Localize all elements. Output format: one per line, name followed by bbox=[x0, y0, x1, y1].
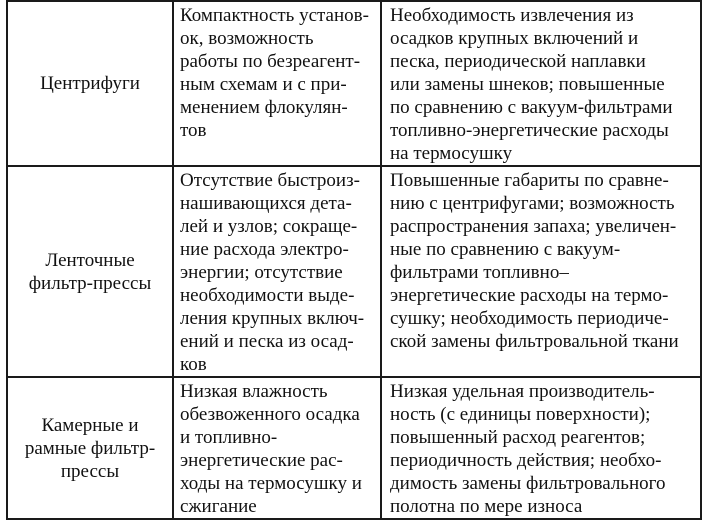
advantages-cell bbox=[173, 166, 381, 377]
disadvantages-text: Повышенные габариты по сравне- нию с центрифугами; возможность распространения запаха; увеличен- ные по сравнению с вакуум- фильтрами топливно– энергетические расходы на термо- сушку; необходимость периодиче- ской замены фильтровальной ткани bbox=[390, 170, 679, 352]
equipment-name-cell bbox=[7, 166, 173, 377]
advantages-text: Отсутствие быстроиз- нашивающихся дета- лей и узлов; сокраще- ние расхода электро- энергии; отсутствие необходимости выде- ления крупных включ- ений и песка из осад- ков bbox=[180, 170, 365, 375]
advantages-text: Компактность установ- ок, возможность работы по безреагент- ным схемам и с при- менением флокулян- тов bbox=[180, 5, 369, 141]
advantages-cell bbox=[173, 1, 381, 166]
table-row bbox=[7, 166, 701, 377]
disadvantages-cell bbox=[381, 166, 701, 377]
equipment-name-cell bbox=[7, 1, 173, 166]
equipment-name: Камерные и рамные фильтр- прессы bbox=[24, 414, 156, 482]
equipment-name: Центрифуги bbox=[40, 73, 140, 94]
disadvantages-text: Необходимость извлечения из осадков крупных включений и песка, периодической наплавки или замены шнеков; повышенные по сравнению с вакуум-фильтрами топливно-энергетические расходы на термосушку bbox=[390, 5, 673, 164]
disadvantages-text: Низкая удельная производитель- ность (с единицы поверхности); повышенный расход реагентов; периодичность действия; необхо- димость замены фильтровального полотна по мере износа bbox=[390, 381, 666, 517]
table-row bbox=[7, 377, 701, 519]
disadvantages-cell bbox=[381, 1, 701, 166]
equipment-name-cell bbox=[7, 377, 173, 519]
advantages-cell bbox=[173, 377, 381, 519]
equipment-name: Ленточные фильтр-прессы bbox=[28, 249, 152, 294]
advantages-text: Низкая влажность обезвоженного осадка и топливно- энергетические рас- ходы на термосушку и сжигание bbox=[180, 381, 362, 517]
disadvantages-cell bbox=[381, 377, 701, 519]
equipment-comparison-table bbox=[6, 0, 702, 520]
table-row bbox=[7, 1, 701, 166]
